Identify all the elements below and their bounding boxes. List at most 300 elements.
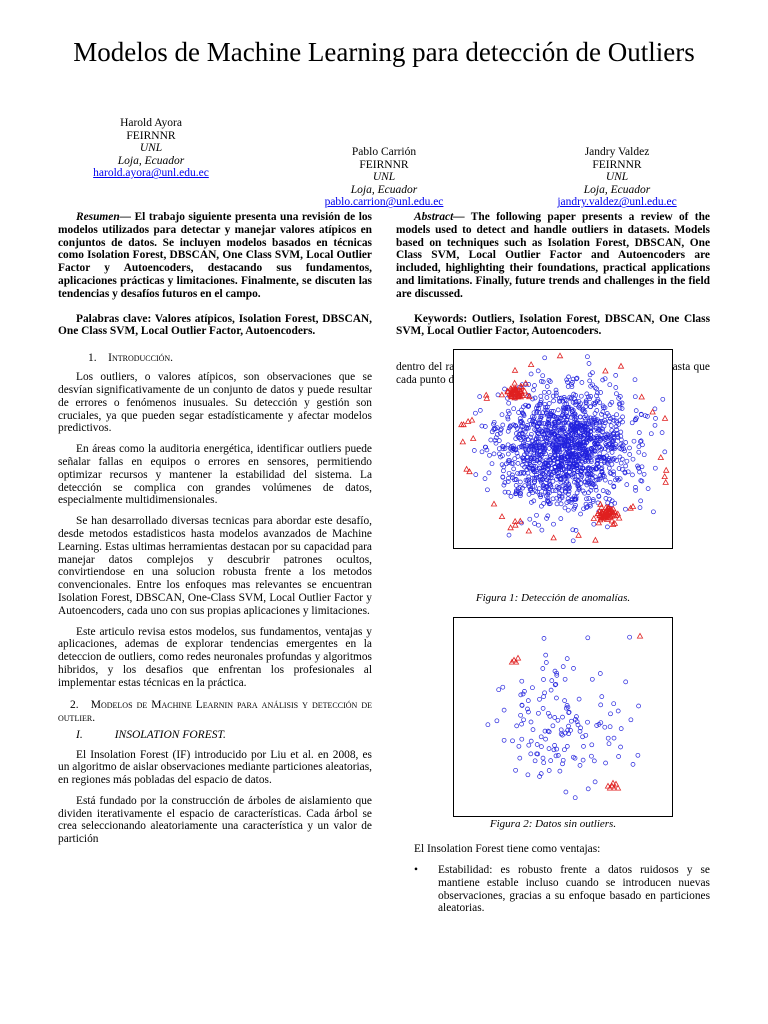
- outlier-point: [662, 474, 667, 479]
- scatter-point: [617, 755, 621, 759]
- scatter-point: [549, 688, 553, 692]
- right-column: [396, 211, 710, 338]
- scatter-point: [533, 522, 537, 526]
- scatter-point: [638, 506, 642, 510]
- outlier-point: [499, 514, 504, 519]
- scatter-point: [624, 464, 628, 468]
- scatter-point: [501, 423, 505, 427]
- scatter-point: [567, 724, 571, 728]
- scatter-point: [526, 773, 530, 777]
- scatter-point: [487, 471, 491, 475]
- scatter-point: [527, 743, 531, 747]
- section-1-number: 1.: [88, 352, 97, 365]
- scatter-point: [593, 780, 597, 784]
- abstract-label: Abstract—: [414, 211, 465, 223]
- scatter-point: [663, 450, 667, 454]
- scatter-point: [547, 402, 551, 406]
- scatter-point: [603, 725, 607, 729]
- scatter-point: [488, 453, 492, 457]
- scatter-point: [603, 478, 607, 482]
- scatter-point: [630, 473, 634, 477]
- scatter-point: [623, 507, 627, 511]
- scatter-point: [529, 372, 533, 376]
- outlier-point: [650, 409, 655, 414]
- scatter-point: [520, 737, 524, 741]
- scatter-point: [541, 374, 545, 378]
- scatter-point: [619, 727, 623, 731]
- scatter-point: [541, 706, 545, 710]
- scatter-point: [529, 752, 533, 756]
- scatter-point: [474, 473, 478, 477]
- resumen-paragraph: [58, 211, 372, 301]
- scatter-point: [604, 761, 608, 765]
- scatter-point: [551, 489, 555, 493]
- figure-2-scatter: [453, 617, 673, 817]
- abstract-paragraph: [396, 211, 710, 301]
- scatter-point: [544, 661, 548, 665]
- scatter-point: [642, 472, 646, 476]
- author-block-1: [51, 117, 251, 180]
- scatter-point: [559, 732, 563, 736]
- scatter-point: [615, 413, 619, 417]
- ventajas-list: [414, 864, 710, 915]
- scatter-point: [606, 736, 610, 740]
- scatter-point: [621, 415, 625, 419]
- scatter-point: [544, 737, 548, 741]
- iforest-paragraph-2: Está fundado por la construcción de árboles de aislamiento que dividen iterativamente el espacio de características. Cada árbol se crea seleccionando aleatoriamente una característica y un valor de partición: [58, 794, 372, 846]
- section-1-title: Introducción.: [108, 352, 174, 365]
- scatter-point: [610, 462, 614, 466]
- palabras-clave: Palabras clave: Valores atípicos, Isolation Forest, DBSCAN, One Class SVM, Local Outlier Factor, Autoencoders.: [58, 312, 372, 338]
- outlier-point: [639, 394, 644, 399]
- scatter-point: [554, 388, 558, 392]
- scatter-point: [588, 379, 592, 383]
- author-block-2: [284, 146, 484, 209]
- scatter-point: [649, 432, 653, 436]
- author-org: UNL: [139, 142, 163, 155]
- scatter-point: [554, 754, 558, 758]
- scatter-point: [587, 491, 591, 495]
- scatter-point: [537, 523, 541, 527]
- scatter-point: [565, 657, 569, 661]
- scatter-point: [613, 501, 617, 505]
- scatter-point: [653, 466, 657, 470]
- scatter-point: [502, 708, 506, 712]
- scatter-point: [569, 719, 573, 723]
- outlier-point: [658, 455, 663, 460]
- scatter-point: [628, 453, 632, 457]
- scatter-point: [511, 739, 515, 743]
- scatter-point: [567, 375, 571, 379]
- scatter-point: [535, 743, 539, 747]
- scatter-point: [542, 695, 546, 699]
- scatter-point: [500, 413, 504, 417]
- outlier-point: [460, 439, 465, 444]
- section-2-title: Modelos de Machine Learnin para análisis y detección de outlier.: [58, 698, 373, 724]
- scatter-point: [563, 677, 567, 681]
- scatter-point: [472, 449, 476, 453]
- outlier-point: [664, 468, 669, 473]
- scatter-point: [633, 378, 637, 382]
- scatter-point: [515, 724, 519, 728]
- scatter-point: [529, 432, 533, 436]
- scatter-point: [543, 691, 547, 695]
- scatter-point: [542, 390, 546, 394]
- scatter-point: [528, 517, 532, 521]
- scatter-point: [582, 744, 586, 748]
- scatter-point: [553, 743, 557, 747]
- scatter-point: [531, 728, 535, 732]
- scatter-point: [528, 435, 532, 439]
- scatter-point: [569, 728, 573, 732]
- iforest-paragraph-1: El Insolation Forest (IF) introducido por Liu et al. en 2008, es un algoritmo de aislar observaciones mediante particiones aleatorias, en regiones más pobladas del espacio de datos.: [58, 748, 372, 787]
- scatter-point: [514, 483, 518, 487]
- scatter-point: [559, 728, 563, 732]
- section-1-heading: [58, 352, 372, 365]
- scatter-point: [565, 744, 569, 748]
- scatter-point: [533, 396, 537, 400]
- scatter-point: [634, 485, 638, 489]
- scatter-point: [483, 477, 487, 481]
- scatter-point: [566, 380, 570, 384]
- scatter-point: [651, 510, 655, 514]
- scatter-point: [578, 763, 582, 767]
- scatter-point: [478, 395, 482, 399]
- scatter-point: [495, 719, 499, 723]
- scatter-point: [551, 479, 555, 483]
- scatter-point: [614, 392, 618, 396]
- scatter-point: [637, 704, 641, 708]
- scatter-point: [631, 457, 635, 461]
- outlier-point: [663, 480, 668, 485]
- scatter-point: [611, 416, 615, 420]
- scatter-point: [608, 383, 612, 387]
- scatter-point: [542, 761, 546, 765]
- author-dept: FEIRNNR: [126, 129, 176, 142]
- scatter-point: [639, 499, 643, 503]
- scatter-point: [624, 680, 628, 684]
- outlier-point: [576, 533, 581, 538]
- scatter-point: [612, 736, 616, 740]
- scatter-point: [660, 431, 664, 435]
- scatter-point: [561, 715, 565, 719]
- author-city: Loja, Ecuador: [117, 154, 185, 167]
- scatter-point: [590, 677, 594, 681]
- scatter-point: [492, 452, 496, 456]
- scatter-point: [551, 497, 555, 501]
- continued-paragraph: dentro del rango de esa característica. El proceso continua hasta que cada punto de datos se aísla en una hoja de árbol.: [396, 361, 710, 386]
- scatter-point: [541, 756, 545, 760]
- scatter-point: [581, 758, 585, 762]
- abstract-text: The following paper presents a review of the models used to detect and handle outliers in datasets. Models based on techniques such as Isolation Forest, DBSCAN, One Class SVM, Local Outlier Factor and Autoencoders are included, highlighting their foundations, practical applications and limitations. Finally, future trends and challenges in the field are discussed.: [396, 211, 710, 300]
- scatter-point: [631, 762, 635, 766]
- scatter-point: [541, 667, 545, 671]
- scatter-point: [512, 467, 516, 471]
- scatter-point: [579, 512, 583, 516]
- scatter-point: [634, 409, 638, 413]
- scatter-point: [586, 636, 590, 640]
- scatter-point: [601, 378, 605, 382]
- outlier-point: [557, 353, 562, 358]
- scatter-point: [533, 384, 537, 388]
- scatter-point: [535, 513, 539, 517]
- scatter-point: [536, 711, 540, 715]
- resumen-label: Resumen—: [76, 211, 132, 223]
- scatter-point: [601, 489, 605, 493]
- scatter-point: [605, 525, 609, 529]
- scatter-point: [614, 373, 618, 377]
- scatter-point: [502, 483, 506, 487]
- scatter-point: [592, 522, 596, 526]
- scatter-point: [612, 473, 616, 477]
- scatter-point: [628, 635, 632, 639]
- scatter-point: [518, 756, 522, 760]
- scatter-point: [625, 483, 629, 487]
- scatter-point: [587, 362, 591, 366]
- scatter-point: [604, 496, 608, 500]
- scatter-point: [628, 446, 632, 450]
- section-2-number: 2.: [70, 698, 79, 711]
- scatter-point: [586, 720, 590, 724]
- scatter-point: [517, 744, 521, 748]
- outlier-point: [598, 502, 603, 507]
- figure-2-caption: Figura 2: Datos sin outliers.: [489, 818, 617, 830]
- scatter-point: [542, 502, 546, 506]
- scatter-point: [607, 419, 611, 423]
- scatter-point: [529, 739, 533, 743]
- scatter-point: [630, 421, 634, 425]
- scatter-point: [478, 408, 482, 412]
- author-name: Jandry Valdez: [584, 146, 650, 158]
- outlier-point: [591, 516, 596, 521]
- intro-paragraph-2: En áreas como la auditoria energética, identificar outliers puede señalar fallas en equipos o errores en sensores, permitiendo optimizar recursos y mantener la estabilidad del sistema. La detección se complica con grandes volúmenes de datos, especialmente multidimensionales.: [58, 443, 372, 507]
- scatter-point: [563, 506, 567, 510]
- scatter-point: [485, 488, 489, 492]
- scatter-point: [564, 790, 568, 794]
- outlier-point: [469, 417, 474, 422]
- scatter-point: [654, 416, 658, 420]
- author-email-link[interactable]: jandry.valdez@unl.edu.ec: [557, 196, 677, 209]
- scatter-point: [539, 394, 543, 398]
- scatter-point: [489, 438, 493, 442]
- scatter-point: [522, 718, 526, 722]
- author-city: Loja, Ecuador: [350, 183, 418, 196]
- resumen-text: El trabajo siguiente presenta una revisión de los modelos utilizados para detectar y manejar valores atípicos en conjuntos de datos. Se incluyen modelos basados en técnicas como Isolation Forest, DBSCAN, One Class SVM, Local Outlier Factor y Autoencoders, destacando sus fundamentos, aplicaciones prácticas y limitaciones. Finalmente, se discuten las tendencias y desafíos futuros en el campo.: [58, 211, 372, 300]
- intro-paragraph-4: Este articulo revisa estos modelos, sus fundamentos, ventajas y aplicaciones, ademas de explorar tendencias emergentes en la deteccion de outliers, como redes neuronales profundas y algoritmos hibridos, y los desafios que enfrentan los profesionales al implementar estas técnicas en la práctica.: [58, 625, 372, 689]
- scatter-point: [559, 517, 563, 521]
- scatter-point: [497, 688, 501, 692]
- scatter-point: [609, 712, 613, 716]
- scatter-point: [585, 355, 589, 359]
- scatter-point: [506, 409, 510, 413]
- scatter-point: [653, 423, 657, 427]
- author-name: Harold Ayora: [120, 117, 182, 129]
- author-block-3: [517, 146, 717, 209]
- scatter-point: [586, 787, 590, 791]
- scatter-point: [527, 492, 531, 496]
- scatter-point: [609, 424, 613, 428]
- scatter-point: [598, 672, 602, 676]
- outlier-point: [596, 520, 601, 525]
- scatter-point: [538, 697, 542, 701]
- outlier-point: [599, 505, 604, 510]
- scatter-point: [580, 381, 584, 385]
- scatter-point: [545, 516, 549, 520]
- outlier-point: [512, 380, 517, 385]
- scatter-point: [612, 702, 616, 706]
- scatter-point: [549, 759, 553, 763]
- author-dept: FEIRNNR: [359, 158, 409, 171]
- scatter-point: [532, 388, 536, 392]
- outlier-point: [618, 364, 623, 369]
- scatter-point: [526, 699, 530, 703]
- scatter-point: [637, 450, 641, 454]
- scatter-point: [558, 769, 562, 773]
- intro-paragraph-1: Los outliers, o valores atípicos, son observaciones que se desvían significativamente de un conjunto de datos y puede resultar de errores o fenómenos inusuales. Su detección y gestión son cruciales, ya que pueden segar estadísticamente y afectar modelos predictivos.: [58, 371, 372, 435]
- scatter-point: [599, 703, 603, 707]
- author-email-link[interactable]: pablo.carrion@unl.edu.ec: [324, 196, 444, 209]
- scatter-point: [633, 395, 637, 399]
- scatter-point: [547, 769, 551, 773]
- scatter-point: [592, 759, 596, 763]
- scatter-point: [620, 457, 624, 461]
- scatter-point: [501, 469, 505, 473]
- scatter-point: [537, 487, 541, 491]
- scatter-point: [539, 504, 543, 508]
- scatter-point: [543, 356, 547, 360]
- scatter-point: [546, 514, 550, 518]
- scatter-point: [607, 742, 611, 746]
- scatter-point: [552, 522, 556, 526]
- author-name: Pablo Carrión: [351, 146, 417, 158]
- scatter-point: [533, 759, 537, 763]
- scatter-point: [539, 735, 543, 739]
- scatter-point: [571, 539, 575, 543]
- scatter-point: [624, 441, 628, 445]
- scatter-point: [607, 466, 611, 470]
- scatter-point: [512, 407, 516, 411]
- ventajas-intro: El Insolation Forest tiene como ventajas:: [414, 843, 601, 855]
- scatter-point: [516, 461, 520, 465]
- scatter-point: [579, 394, 583, 398]
- scatter-point: [661, 397, 665, 401]
- outlier-point: [491, 501, 496, 506]
- scatter-point: [480, 450, 484, 454]
- scatter-point: [519, 693, 523, 697]
- scatter-point: [563, 699, 567, 703]
- scatter-point: [555, 747, 559, 751]
- outlier-point: [637, 633, 642, 638]
- scatter-point: [473, 411, 477, 415]
- scatter-point: [638, 470, 642, 474]
- scatter-point: [556, 718, 560, 722]
- subsection-1-title: INSOLATION FOREST.: [114, 728, 226, 741]
- scatter-point: [544, 653, 548, 657]
- scatter-point: [540, 528, 544, 532]
- author-org: UNL: [372, 171, 396, 184]
- scatter-point: [619, 461, 623, 465]
- scatter-point: [520, 722, 524, 726]
- scatter-point: [618, 455, 622, 459]
- scatter-point: [614, 386, 618, 390]
- paper-title: Modelos de Machine Learning para detección de Outliers: [73, 37, 695, 67]
- scatter-point: [506, 452, 510, 456]
- scatter-point: [632, 439, 636, 443]
- scatter-point: [615, 428, 619, 432]
- scatter-point: [542, 636, 546, 640]
- scatter-point: [518, 480, 522, 484]
- scatter-point: [513, 457, 517, 461]
- scatter-point: [573, 796, 577, 800]
- scatter-point: [616, 709, 620, 713]
- outlier-point: [603, 368, 608, 373]
- scatter-point: [625, 459, 629, 463]
- scatter-point: [642, 453, 646, 457]
- scatter-point: [600, 695, 604, 699]
- scatter-point: [637, 445, 641, 449]
- scatter-point: [572, 666, 576, 670]
- scatter-point: [636, 753, 640, 757]
- author-dept: FEIRNNR: [592, 158, 642, 171]
- outlier-point: [662, 416, 667, 421]
- list-item: • Estabilidad: es robusto frente a datos ruidosos y se mantiene estable incluso cuando se introducen nuevas observaciones, gracias a su enfoque basado en particiones aleatorias.: [414, 864, 710, 915]
- keywords: Keywords: Outliers, Isolation Forest, DBSCAN, One Class SVM, Local Outlier Factor, Autoencoders.: [396, 312, 710, 338]
- intro-paragraph-3: Se han desarrollado diversas tecnicas para abordar este desafío, desde metodos estadisticos hasta modelos avanzados de Machine Learning. Estas ultimas herramientas destacan por su capacidad para manejar datos complejos y descubrir patrones ocultos, convirtiendose en una solucion robusta frente a los metodos convencionales. Entre los enfoques mas relevantes se encuentran Isolation Forest, DBSCAN, One-Class SVM, Local Outlier Factor y Autoencoders, cada uno con sus propias aplicaciones y limitaciones.: [58, 515, 372, 617]
- scatter-point: [507, 401, 511, 405]
- author-org: UNL: [605, 171, 629, 184]
- scatter-point: [520, 679, 524, 683]
- scatter-point: [551, 724, 555, 728]
- scatter-point: [629, 718, 633, 722]
- scatter-point: [595, 409, 599, 413]
- scatter-point: [637, 431, 641, 435]
- scatter-point: [561, 665, 565, 669]
- scatter-point: [590, 743, 594, 747]
- scatter-point: [507, 471, 511, 475]
- section-2-heading: [58, 699, 372, 725]
- scatter-point: [547, 747, 551, 751]
- scatter-point: [555, 502, 559, 506]
- scatter-point: [519, 713, 523, 717]
- scatter-point: [507, 533, 511, 537]
- scatter-point: [619, 745, 623, 749]
- scatter-point: [562, 748, 566, 752]
- author-city: Loja, Ecuador: [583, 183, 651, 196]
- scatter-point: [545, 396, 549, 400]
- scatter-point: [539, 745, 543, 749]
- scatter-point: [603, 377, 607, 381]
- scatter-point: [565, 378, 569, 382]
- scatter-point: [529, 720, 533, 724]
- scatter-point: [559, 502, 563, 506]
- scatter-point: [589, 754, 593, 758]
- scatter-point: [550, 679, 554, 683]
- left-column: [58, 211, 372, 846]
- scatter-point: [554, 696, 558, 700]
- author-email-link[interactable]: harold.ayora@unl.edu.ec: [93, 167, 209, 180]
- outlier-point: [526, 528, 531, 533]
- outlier-point: [551, 535, 556, 540]
- outlier-point: [529, 362, 534, 367]
- outlier-point: [593, 538, 598, 543]
- scatter-point: [542, 678, 546, 682]
- scatter-point: [547, 390, 551, 394]
- subsection-1-heading: [58, 729, 372, 742]
- figure-1-caption: Figura 1: Detección de anomalías.: [475, 592, 631, 604]
- scatter-point: [552, 748, 556, 752]
- scatter-point: [608, 725, 612, 729]
- subsection-1-number: I.: [76, 728, 83, 741]
